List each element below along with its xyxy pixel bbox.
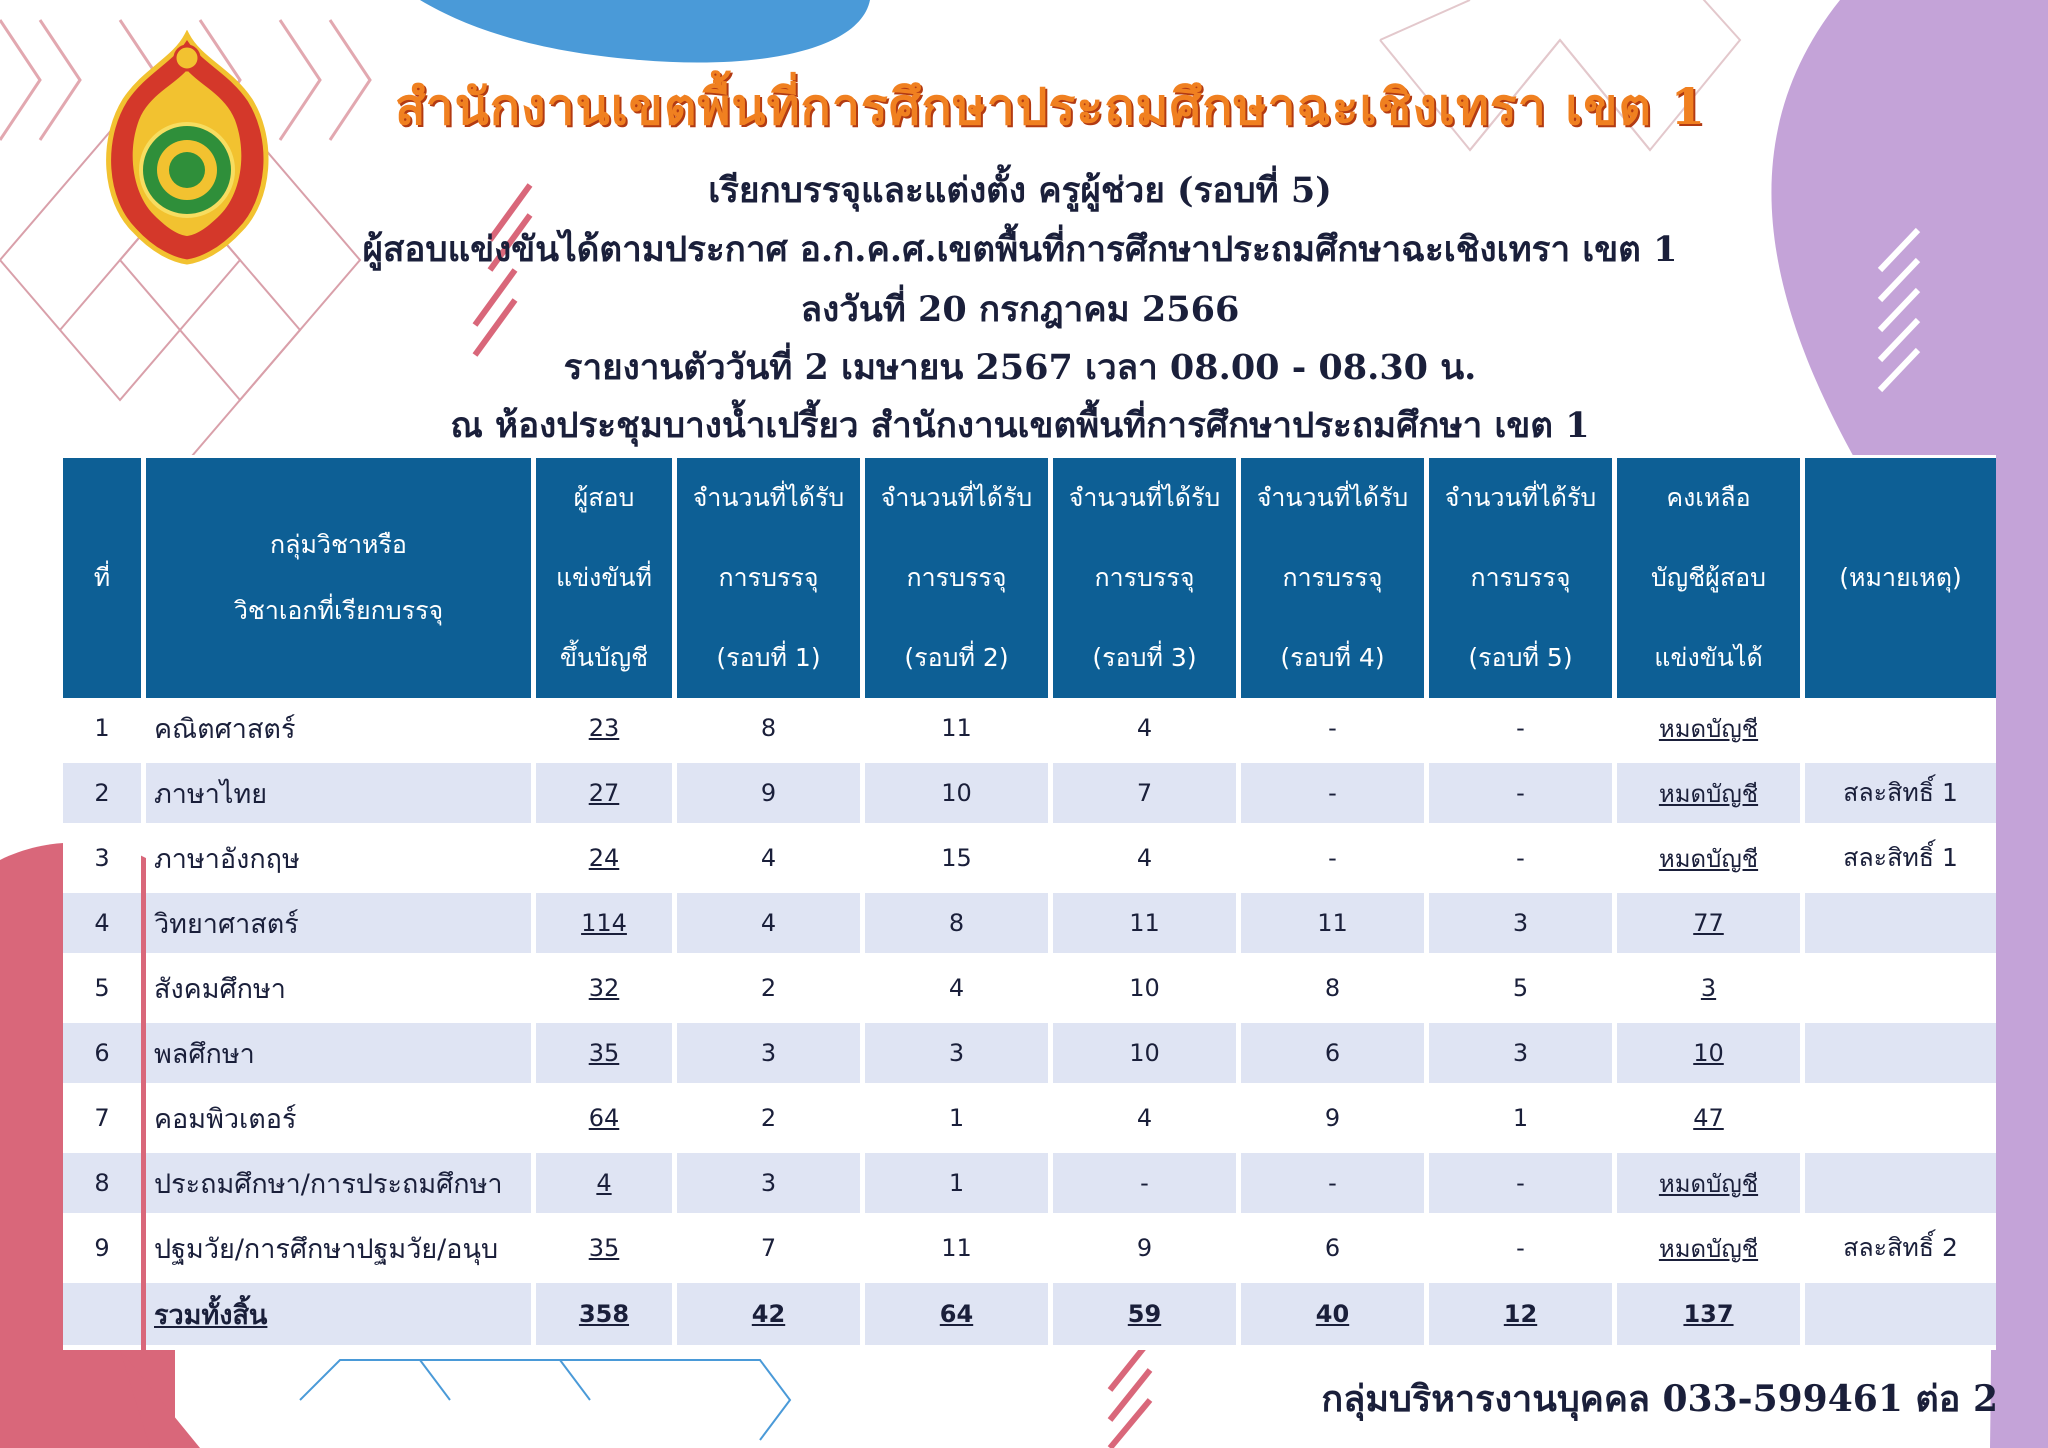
round4-count: - <box>1241 763 1424 828</box>
round3-count: - <box>1053 1153 1236 1218</box>
total-round2: 64 <box>865 1283 1048 1350</box>
round5-count: - <box>1429 828 1612 893</box>
round3-count: 4 <box>1053 698 1236 763</box>
passed-count-link[interactable]: 32 <box>536 958 672 1023</box>
passed-count-link[interactable]: 35 <box>536 1218 672 1283</box>
total-round4: 40 <box>1241 1283 1424 1350</box>
note-cell <box>1805 698 1996 763</box>
round5-count: 5 <box>1429 958 1612 1023</box>
remaining-link[interactable]: หมดบัญชี <box>1617 698 1800 763</box>
col-round1-header: จำนวนที่ได้รับ การบรรจุ (รอบที่ 1) <box>677 455 860 698</box>
passed-count-link[interactable]: 4 <box>536 1153 672 1218</box>
col-no-header: ที่ <box>63 455 141 698</box>
note-cell <box>1805 1023 1996 1088</box>
total-remaining: 137 <box>1617 1283 1800 1350</box>
remaining-link[interactable]: หมดบัญชี <box>1617 1153 1800 1218</box>
round5-count: 1 <box>1429 1088 1612 1153</box>
col-passed-header: ผู้สอบ แข่งขันที่ ขึ้นบัญชี <box>536 455 672 698</box>
round2-count: 4 <box>865 958 1048 1023</box>
subject-name: พลศึกษา <box>146 1023 531 1088</box>
row-number: 5 <box>63 958 141 1023</box>
col-round4-header: จำนวนที่ได้รับ การบรรจุ (รอบที่ 4) <box>1241 455 1424 698</box>
announcement-line-1: เรียกบรรจุและแต่งตั้ง ครูผู้ช่วย (รอบที่ 5) <box>708 170 1332 211</box>
round4-count: 8 <box>1241 958 1424 1023</box>
total-passed: 358 <box>536 1283 672 1350</box>
remaining-link[interactable]: 77 <box>1617 893 1800 958</box>
round5-count: - <box>1429 763 1612 828</box>
note-cell: สละสิทธิ์ 2 <box>1805 1218 1996 1283</box>
total-round3: 59 <box>1053 1283 1236 1350</box>
remaining-link[interactable]: 47 <box>1617 1088 1800 1153</box>
total-blank-cell <box>63 1283 141 1350</box>
row-number: 6 <box>63 1023 141 1088</box>
table-row <box>63 1153 1996 1218</box>
subject-name: ภาษาอังกฤษ <box>146 828 531 893</box>
round2-count: 1 <box>865 1088 1048 1153</box>
note-cell: สละสิทธิ์ 1 <box>1805 828 1996 893</box>
col-note-header: (หมายเหตุ) <box>1805 455 1996 698</box>
row-number: 8 <box>63 1153 141 1218</box>
passed-count-link[interactable]: 35 <box>536 1023 672 1088</box>
subject-name: ปฐมวัย/การศึกษาปฐมวัย/อนุบ <box>146 1218 531 1283</box>
note-cell <box>1805 1088 1996 1153</box>
round2-count: 11 <box>865 698 1048 763</box>
round1-count: 3 <box>677 1153 860 1218</box>
round3-count: 4 <box>1053 828 1236 893</box>
table-row <box>63 828 1996 893</box>
round2-count: 3 <box>865 1023 1048 1088</box>
remaining-link[interactable]: 3 <box>1617 958 1800 1023</box>
round4-count: - <box>1241 698 1424 763</box>
col-subject-header: กลุ่มวิชาหรือ วิชาเอกที่เรียกบรรจุ <box>146 455 531 698</box>
round2-count: 15 <box>865 828 1048 893</box>
report-location: ณ ห้องประชุมบางน้ำเปรี้ยว สำนักงานเขตพื้นที่การศึกษาประถมศึกษา เขต 1 <box>450 405 1590 446</box>
round1-count: 7 <box>677 1218 860 1283</box>
table-row <box>63 1023 1996 1088</box>
contact-footer: กลุ่มบริหารงานบุคคล 033-599461 ต่อ 2 <box>1321 1378 1998 1420</box>
round3-count: 4 <box>1053 1088 1236 1153</box>
subject-name: คณิตศาสตร์ <box>146 698 531 763</box>
note-cell <box>1805 958 1996 1023</box>
round4-count: 9 <box>1241 1088 1424 1153</box>
subject-name: สังคมศึกษา <box>146 958 531 1023</box>
round5-count: - <box>1429 1153 1612 1218</box>
subject-name: ประถมศึกษา/การประถมศึกษา <box>146 1153 531 1218</box>
round2-count: 8 <box>865 893 1048 958</box>
note-cell <box>1805 893 1996 958</box>
row-number: 1 <box>63 698 141 763</box>
total-label: รวมทั้งสิ้น <box>146 1283 531 1350</box>
round4-count: 11 <box>1241 893 1424 958</box>
total-row <box>63 1283 1996 1350</box>
round4-count: - <box>1241 828 1424 893</box>
round3-count: 7 <box>1053 763 1236 828</box>
round1-count: 4 <box>677 893 860 958</box>
round3-count: 11 <box>1053 893 1236 958</box>
passed-count-link[interactable]: 23 <box>536 698 672 763</box>
subject-name: วิทยาศาสตร์ <box>146 893 531 958</box>
note-cell: สละสิทธิ์ 1 <box>1805 763 1996 828</box>
table-row <box>63 1088 1996 1153</box>
passed-count-link[interactable]: 64 <box>536 1088 672 1153</box>
table-header-row <box>63 455 1996 698</box>
col-remaining-header: คงเหลือ บัญชีผู้สอบ แข่งขันได้ <box>1617 455 1800 698</box>
table-row <box>63 1218 1996 1283</box>
round5-count: 3 <box>1429 893 1612 958</box>
row-number: 9 <box>63 1218 141 1283</box>
round3-count: 9 <box>1053 1218 1236 1283</box>
passed-count-link[interactable]: 27 <box>536 763 672 828</box>
col-round2-header: จำนวนที่ได้รับ การบรรจุ (รอบที่ 2) <box>865 455 1048 698</box>
round2-count: 1 <box>865 1153 1048 1218</box>
table-row <box>63 958 1996 1023</box>
round2-count: 10 <box>865 763 1048 828</box>
round1-count: 8 <box>677 698 860 763</box>
announcement-date: ลงวันที่ 20 กรกฎาคม 2566 <box>800 289 1240 330</box>
subject-name: คอมพิวเตอร์ <box>146 1088 531 1153</box>
remaining-link[interactable]: หมดบัญชี <box>1617 763 1800 828</box>
round4-count: 6 <box>1241 1023 1424 1088</box>
round5-count: - <box>1429 1218 1612 1283</box>
subject-name: ภาษาไทย <box>146 763 531 828</box>
row-number: 2 <box>63 763 141 828</box>
round3-count: 10 <box>1053 958 1236 1023</box>
report-time: รายงานตัววันที่ 2 เมษายน 2567 เวลา 08.00 - 08.30 น. <box>563 347 1477 388</box>
round1-count: 2 <box>677 1088 860 1153</box>
note-cell <box>1805 1153 1996 1218</box>
col-round3-header: จำนวนที่ได้รับ การบรรจุ (รอบที่ 3) <box>1053 455 1236 698</box>
remaining-link[interactable]: หมดบัญชี <box>1617 828 1800 893</box>
appointment-table <box>58 455 2001 1350</box>
round3-count: 10 <box>1053 1023 1236 1088</box>
total-round1: 42 <box>677 1283 860 1350</box>
table-row <box>63 698 1996 763</box>
remaining-link[interactable]: หมดบัญชี <box>1617 1218 1800 1283</box>
total-round5: 12 <box>1429 1283 1612 1350</box>
table-row <box>63 893 1996 958</box>
row-number: 7 <box>63 1088 141 1153</box>
row-number: 4 <box>63 893 141 958</box>
round1-count: 9 <box>677 763 860 828</box>
round5-count: 3 <box>1429 1023 1612 1088</box>
col-round5-header: จำนวนที่ได้รับ การบรรจุ (รอบที่ 5) <box>1429 455 1612 698</box>
round5-count: - <box>1429 698 1612 763</box>
passed-count-link[interactable]: 114 <box>536 893 672 958</box>
remaining-link[interactable]: 10 <box>1617 1023 1800 1088</box>
round4-count: - <box>1241 1153 1424 1218</box>
total-note-cell <box>1805 1283 1996 1350</box>
passed-count-link[interactable]: 24 <box>536 828 672 893</box>
round4-count: 6 <box>1241 1218 1424 1283</box>
round1-count: 3 <box>677 1023 860 1088</box>
round1-count: 4 <box>677 828 860 893</box>
announcement-line-2: ผู้สอบแข่งขันได้ตามประกาศ อ.ก.ค.ศ.เขตพื้นที่การศึกษาประถมศึกษาฉะเชิงเทรา เขต 1 <box>362 229 1678 270</box>
office-title: สำนักงานเขตพื้นที่การศึกษาประถมศึกษาฉะเชิงเทรา เขต 1 <box>395 77 1707 136</box>
round1-count: 2 <box>677 958 860 1023</box>
table-row <box>63 763 1996 828</box>
round2-count: 11 <box>865 1218 1048 1283</box>
row-number: 3 <box>63 828 141 893</box>
